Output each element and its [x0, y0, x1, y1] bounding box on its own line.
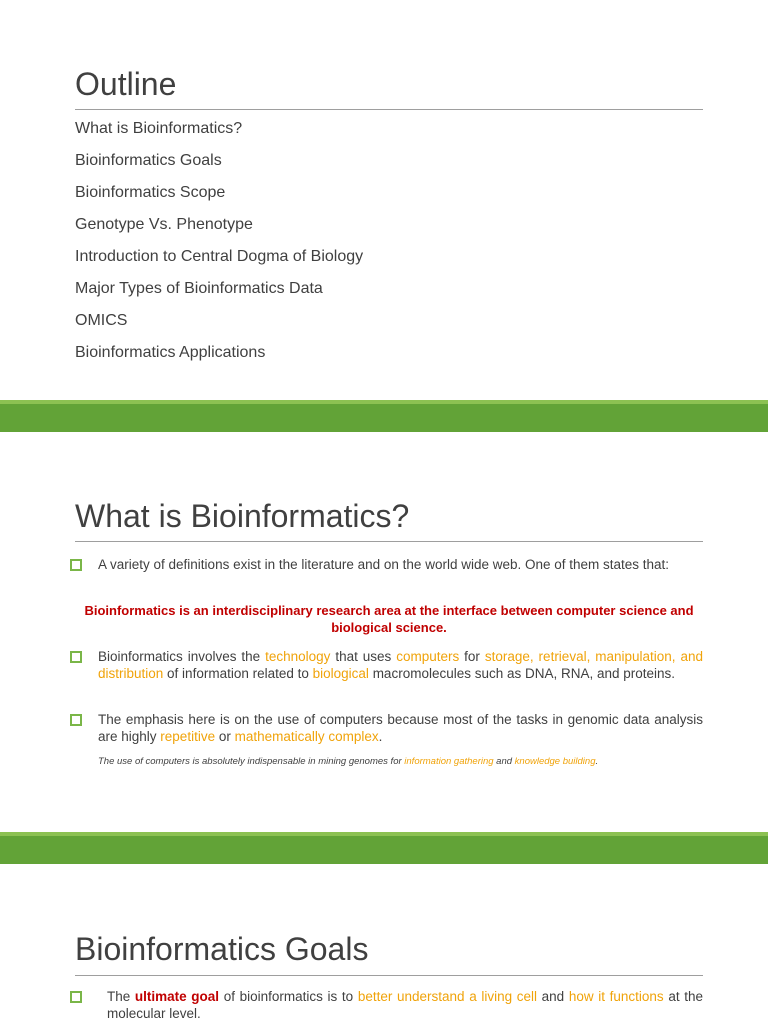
slide-separator	[0, 400, 768, 432]
outline-item: Major Types of Bioinformatics Data	[75, 280, 323, 297]
highlight-text: how it functions	[568, 989, 664, 1004]
highlight-text: better understand a living cell	[357, 989, 538, 1004]
outline-item: Genotype Vs. Phenotype	[75, 216, 253, 233]
bullet-ultimate-goal: The ultimate goal of bioinformatics is to better understand a living cell and how it functions at the molecular level.	[70, 988, 703, 1022]
emphasis-text: ultimate goal	[134, 989, 220, 1004]
outline-list	[75, 118, 363, 374]
title-divider	[75, 541, 703, 542]
title-divider	[75, 975, 703, 976]
title-divider	[75, 109, 703, 110]
highlight-text: repetitive	[160, 729, 216, 744]
outline-item: Bioinformatics Goals	[75, 152, 222, 169]
highlight-text: knowledge building	[514, 756, 596, 767]
highlight-text: information gathering	[404, 756, 494, 767]
bullet-technology: Bioinformatics involves the technology that uses computers for storage, retrieval, manipulation, and distribution of information related to biological macromolecules such as DNA, RNA, and proteins.	[70, 648, 703, 682]
checkbox-bullet-icon	[70, 991, 82, 1003]
bullet-definitions: A variety of definitions exist in the literature and on the world wide web. One of them states that:	[70, 556, 703, 573]
outline-item: Bioinformatics Scope	[75, 184, 226, 201]
highlight-text: storage, retrieval, manipulation, and distribution	[98, 649, 703, 681]
slide-outline	[0, 0, 768, 400]
checkbox-bullet-icon	[70, 559, 82, 571]
slide-title: Bioinformatics Goals	[75, 931, 369, 967]
definition-text: Bioinformatics is an interdisciplinary research area at the interface between computer science and biological science.	[84, 603, 694, 635]
outline-item: Introduction to Central Dogma of Biology	[75, 248, 364, 265]
slide-title: What is Bioinformatics?	[75, 498, 410, 534]
highlight-text: mathematically complex	[234, 729, 379, 744]
outline-item: Bioinformatics Applications	[75, 344, 266, 361]
outline-item: What is Bioinformatics?	[75, 120, 243, 137]
slide-title: Outline	[75, 66, 177, 102]
checkbox-bullet-icon	[70, 714, 82, 726]
outline-item: OMICS	[75, 312, 128, 329]
footnote: The use of computers is absolutely indispensable in mining genomes for information gathering and knowledge building.	[98, 756, 599, 767]
highlight-text: biological	[312, 666, 369, 681]
highlight-text: technology	[265, 649, 331, 664]
highlight-text: computers	[396, 649, 460, 664]
slide-separator	[0, 832, 768, 864]
bullet-emphasis: The emphasis here is on the use of computers because most of the tasks in genomic data analysis are highly repetitive or mathematically complex.	[70, 711, 703, 745]
checkbox-bullet-icon	[70, 651, 82, 663]
